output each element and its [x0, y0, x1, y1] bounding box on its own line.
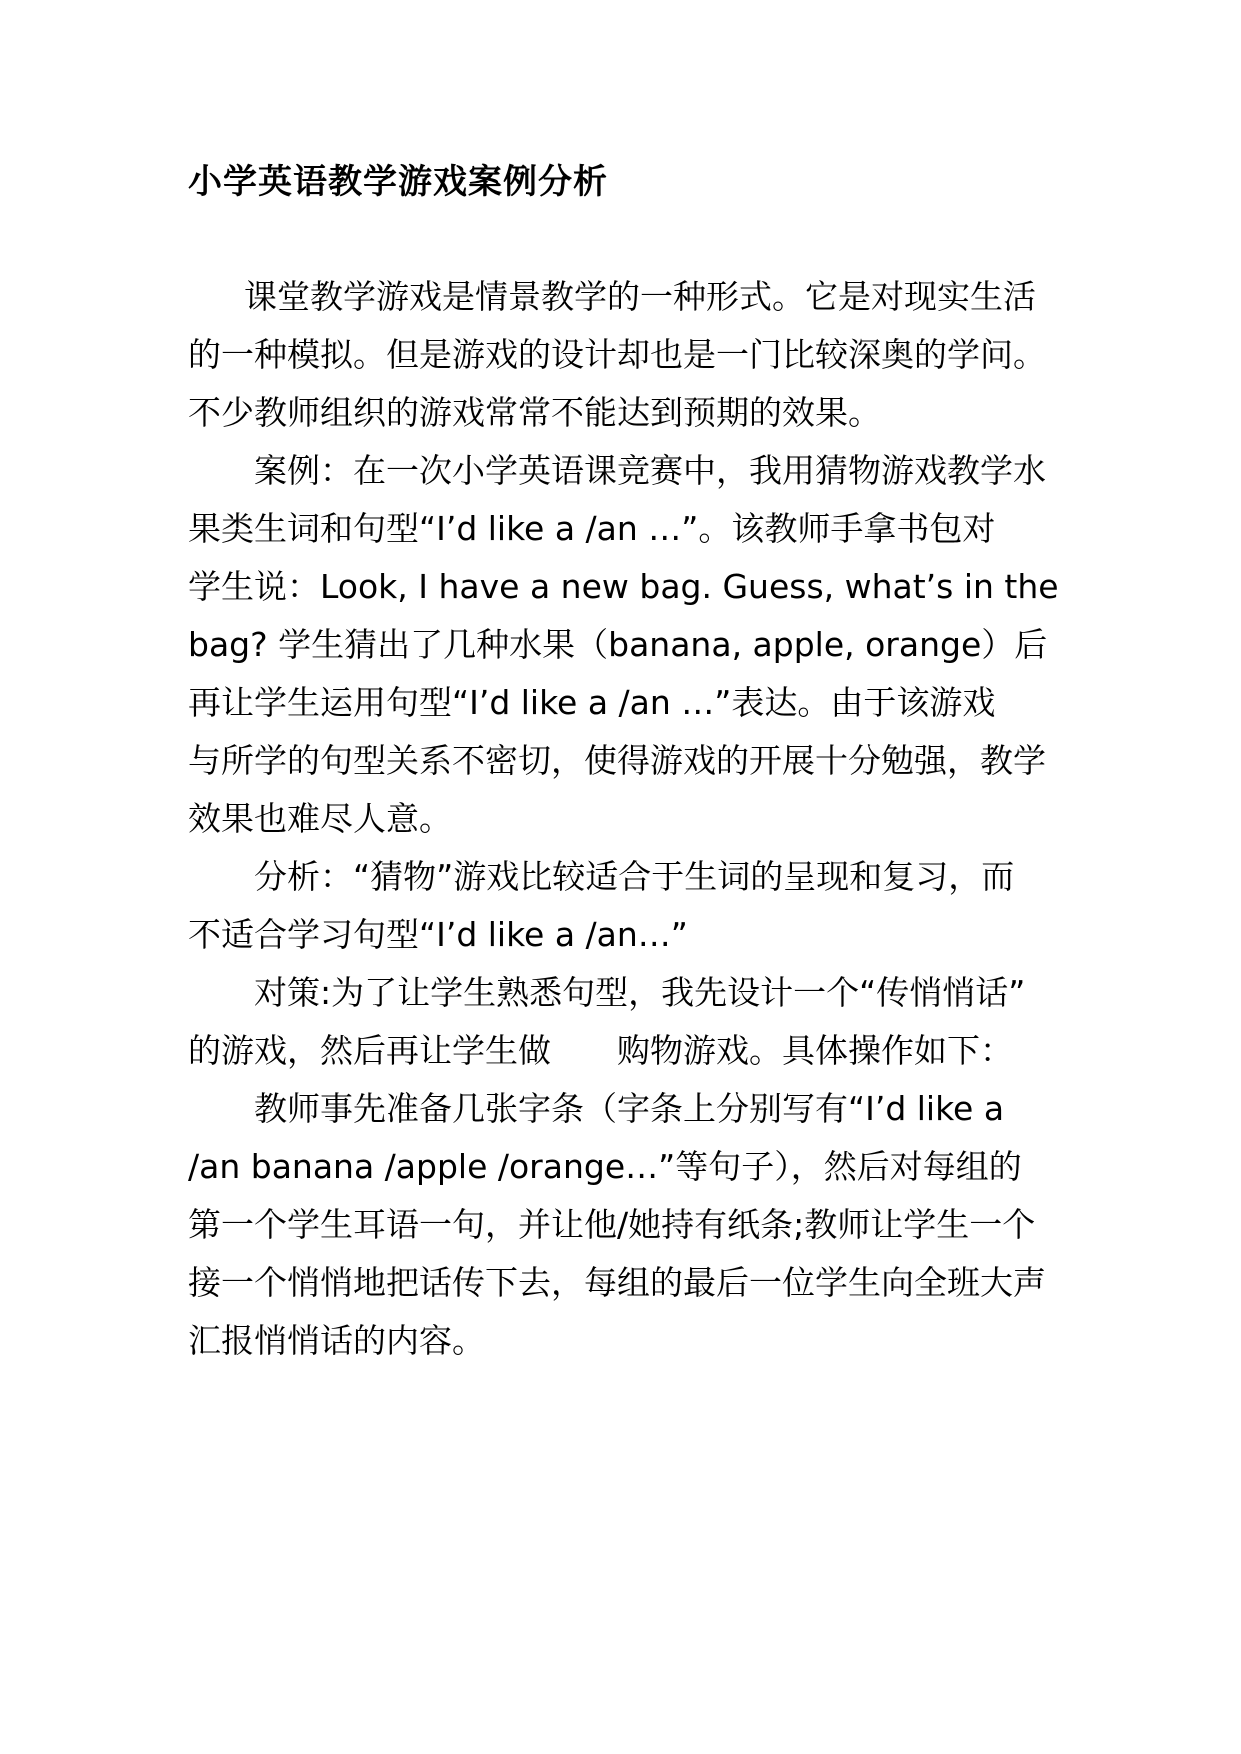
paragraph-line: 课堂教学游戏是情景教学的一种形式。它是对现实生活 [244, 277, 1036, 316]
paragraph-line: /an banana /apple /orange…”等句子），然后对每组的 [188, 1147, 1022, 1186]
paragraph-line: 效果也难尽人意。 [188, 799, 452, 838]
paragraph-line: 第一个学生耳语一句，并让他/她持有纸条;教师让学生一个 [188, 1205, 1036, 1244]
paragraph-line: 分析：“猜物”游戏比较适合于生词的呈现和复习，而 [254, 857, 1015, 896]
paragraph-line: 教师事先准备几张字条（字条上分别写有“I’d like a [254, 1089, 1005, 1128]
paragraph-line: 再让学生运用句型“I’d like a /an …”表达。由于该游戏 [188, 683, 996, 722]
paragraph-line: 果类生词和句型“I’d like a /an …”。该教师手拿书包对 [188, 509, 996, 548]
paragraph-line: 案例：在一次小学英语课竞赛中，我用猜物游戏教学水 [254, 451, 1046, 490]
paragraph-line: 不适合学习句型“I’d like a /an…” [188, 915, 688, 954]
paragraph-line: 与所学的句型关系不密切，使得游戏的开展十分勉强，教学 [188, 741, 1046, 780]
paragraph-line: 对策:为了让学生熟悉句型，我先设计一个“传悄悄话” [254, 973, 1026, 1012]
paragraph-line: 不少教师组织的游戏常常不能达到预期的效果。 [188, 393, 881, 432]
paragraph-line: 汇报悄悄话的内容。 [188, 1321, 485, 1360]
paragraph-line: bag? 学生猜出了几种水果（banana, apple, orange）后 [188, 625, 1048, 664]
paragraph-line: 的游戏，然后再让学生做 购物游戏。具体操作如下： [188, 1031, 1013, 1070]
paragraph-line: 的一种模拟。但是游戏的设计却也是一门比较深奥的学问。 [188, 335, 1046, 374]
paragraph-line: 接一个悄悄地把话传下去，每组的最后一位学生向全班大声 [188, 1263, 1046, 1302]
document-title: 小学英语教学游戏案例分析 [188, 162, 608, 202]
paragraph-line: 学生说：Look, I have a new bag. Guess, what’s in the [188, 567, 1059, 606]
